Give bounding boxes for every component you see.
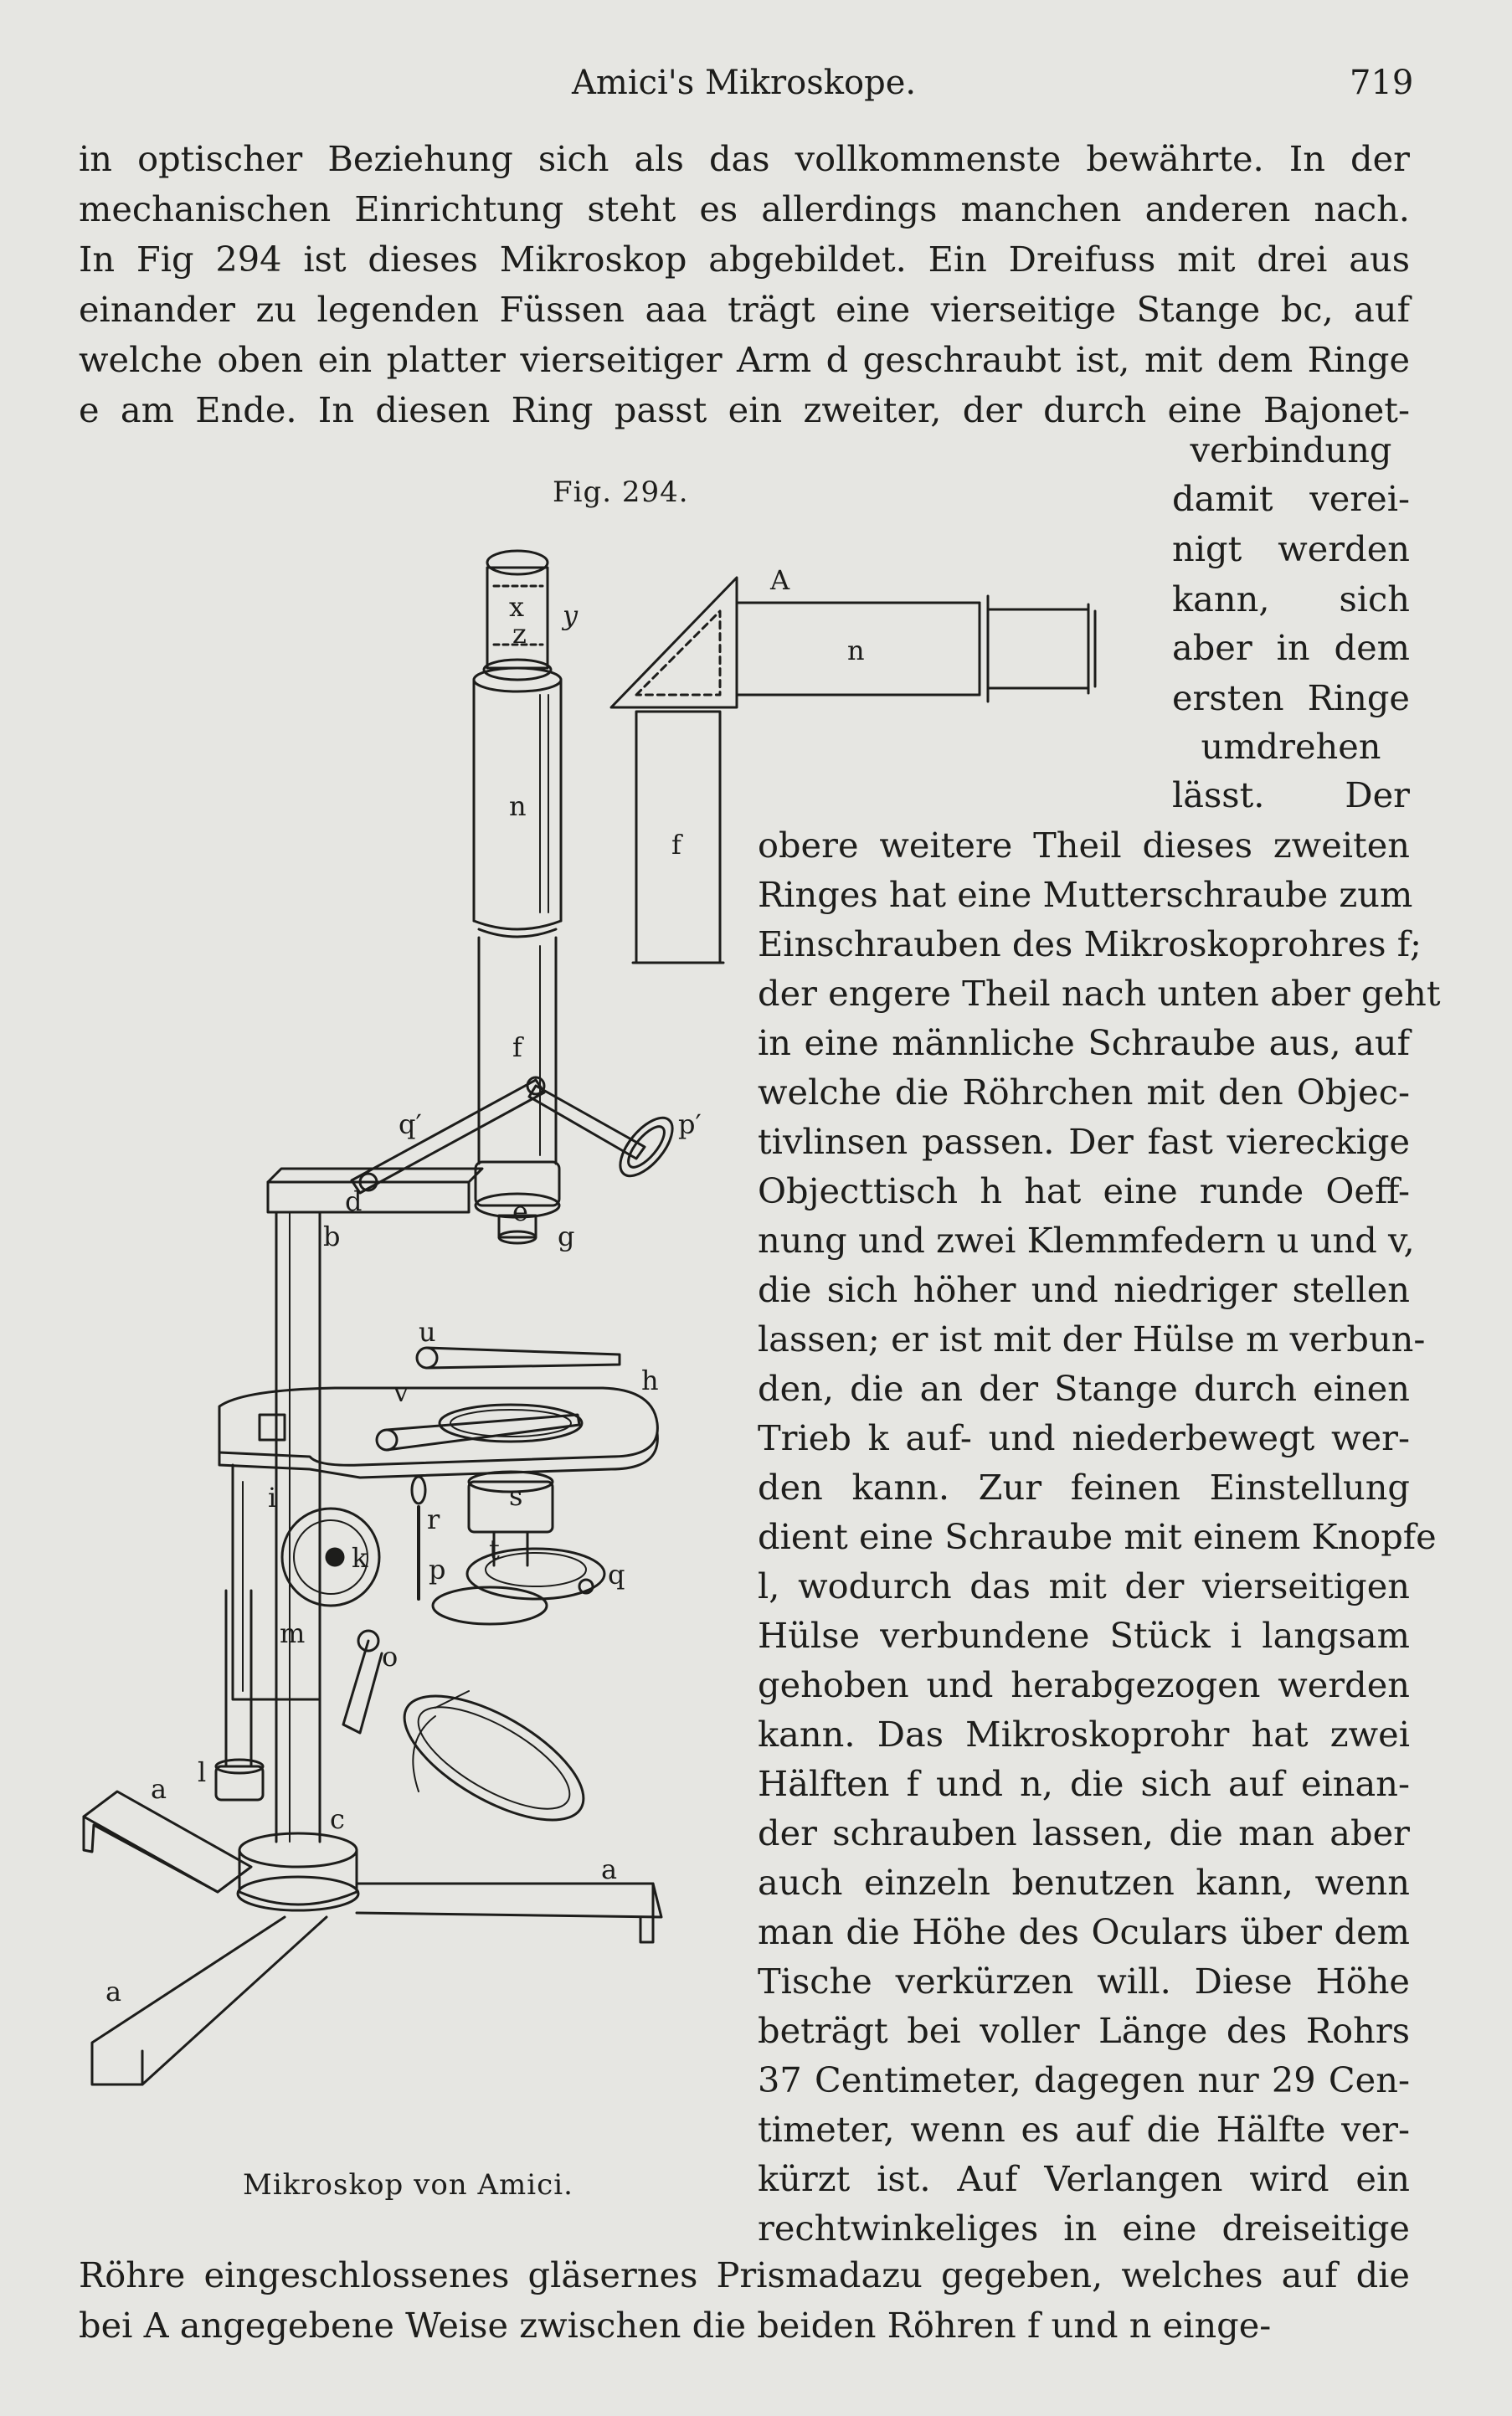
label-e: e — [512, 1195, 528, 1227]
text-line: nigt werden — [1172, 528, 1410, 569]
text-line: kann, sich — [1172, 578, 1410, 619]
text-line: timeter, wenn es auf die Hälfte ver- — [758, 2109, 1410, 2150]
label-n-prism: n — [847, 635, 865, 666]
stage-clips — [377, 1348, 620, 1450]
text-line: lässt. Der — [1172, 774, 1410, 815]
label-n-tube: n — [509, 790, 527, 822]
pillar — [276, 1212, 320, 1842]
text-line: mechanischen Einrichtung steht es allerdings manchen anderen nach. — [79, 188, 1410, 229]
label-g: g — [558, 1221, 575, 1252]
text-line: kann. Das Mikroskoprohr hat zwei — [758, 1714, 1410, 1755]
text-line: e am Ende. In diesen Ring passt ein zweiter, der durch eine Bajonet- — [79, 389, 1410, 430]
text-line: nung und zwei Klemmfedern u und v, — [758, 1220, 1415, 1261]
substage — [412, 1472, 604, 1624]
text-line: Einschrauben des Mikroskoprohres f; — [758, 923, 1422, 964]
label-c: c — [330, 1803, 345, 1835]
label-a-front: a — [105, 1976, 122, 2007]
text-line: lassen; er ist mit der Hülse m verbun- — [758, 1319, 1426, 1360]
text-line: bei A angegebene Weise zwischen die beiden Röhren f und n einge- — [79, 2305, 1272, 2346]
label-q: q — [608, 1559, 625, 1591]
text-line: Trieb k auf- und niederbewegt wer- — [758, 1417, 1410, 1458]
label-m: m — [280, 1617, 306, 1649]
figure-label: Fig. 294. — [553, 475, 689, 509]
label-u: u — [419, 1316, 436, 1348]
text-line: in optischer Beziehung sich als das vollkommenste bewährte. In der — [79, 138, 1410, 179]
label-f-tube: f — [512, 1031, 522, 1063]
text-line: Hülse verbundene Stück i langsam — [758, 1615, 1410, 1656]
text-line: kürzt ist. Auf Verlangen wird ein — [758, 2158, 1410, 2199]
text-line: einander zu legenden Füssen aaa trägt eine vierseitige Stange bc, auf — [79, 289, 1410, 330]
text-line: beträgt bei voller Länge des Rohrs — [758, 2010, 1410, 2051]
label-d: d — [345, 1185, 363, 1217]
label-p: p — [429, 1554, 446, 1586]
label-b: b — [323, 1221, 341, 1252]
label-v: v — [393, 1376, 409, 1408]
running-header-title: Amici's Mikroskope. — [572, 64, 917, 102]
text-line: welche oben ein platter vierseitiger Arm d geschraubt ist, mit dem Ringe — [79, 339, 1410, 380]
text-line: den, die an der Stange durch einen — [758, 1368, 1410, 1409]
label-h: h — [641, 1365, 659, 1396]
label-l: l — [198, 1756, 207, 1788]
label-f-side: f — [671, 829, 681, 861]
text-line: aber in dem — [1172, 627, 1410, 668]
label-z: z — [512, 618, 527, 650]
label-o: o — [382, 1641, 399, 1673]
label-y: y — [563, 599, 579, 631]
label-a-right: a — [601, 1853, 618, 1885]
text-line: Ringes hat eine Mutterschraube zum — [758, 874, 1413, 915]
text-line: obere weitere Theil dieses zweiten — [758, 825, 1410, 866]
text-line: Röhre eingeschlossenes gläsernes Prismadazu gegeben, welches auf die — [79, 2254, 1410, 2295]
text-line: in eine männliche Schraube aus, auf — [758, 1022, 1410, 1063]
text-line: umdrehen — [1201, 726, 1381, 767]
label-r: r — [427, 1504, 440, 1535]
label-k: k — [352, 1542, 368, 1574]
text-line: Objecttisch h hat eine runde Oeff- — [758, 1170, 1410, 1211]
text-line: Hälften f und n, die sich auf einan- — [758, 1763, 1410, 1804]
stage — [219, 1388, 657, 1478]
text-line: welche die Röhrchen mit den Objec- — [758, 1072, 1410, 1113]
label-q-prime: q′ — [399, 1108, 422, 1140]
label-i: i — [268, 1482, 277, 1514]
text-line: l, wodurch das mit der vierseitigen — [758, 1565, 1410, 1606]
text-line: 37 Centimeter, dagegen nur 29 Cen- — [758, 2059, 1410, 2100]
label-A: A — [770, 564, 790, 596]
label-x: x — [509, 591, 525, 623]
text-line: damit verei- — [1172, 478, 1410, 519]
text-line: gehoben und herabgezogen werden — [758, 1664, 1410, 1705]
text-line: auch einzeln benutzen kann, wenn — [758, 1862, 1410, 1903]
text-line: rechtwinkeliges in eine dreiseitige — [758, 2208, 1410, 2249]
text-line: dient eine Schraube mit einem Knopfe — [758, 1516, 1437, 1557]
tripod-base — [84, 1791, 661, 2084]
text-line: verbindung — [1190, 429, 1392, 470]
text-line: die sich höher und niedriger stellen — [758, 1269, 1410, 1310]
text-line: der engere Theil nach unten aber geht — [758, 973, 1441, 1014]
text-line: den kann. Zur feinen Einstellung — [758, 1467, 1410, 1508]
label-p-prime: p′ — [678, 1108, 702, 1140]
text-line: In Fig 294 ist dieses Mikroskop abgebildet. Ein Dreifuss mit drei aus — [79, 239, 1410, 280]
text-line: tivlinsen passen. Der fast viereckige — [758, 1121, 1410, 1162]
page-number: 719 — [1350, 64, 1414, 102]
label-a-left: a — [151, 1773, 167, 1805]
figure-caption: Mikroskop von Amici. — [243, 2168, 573, 2202]
text-line: man die Höhe des Oculars über dem — [758, 1911, 1410, 1952]
text-line: ersten Ringe — [1172, 677, 1410, 718]
label-s: s — [509, 1480, 523, 1512]
text-line: der schrauben lassen, die man aber — [758, 1812, 1410, 1853]
label-t: t — [489, 1534, 500, 1565]
text-line: Tische verkürzen will. Diese Höhe — [758, 1961, 1410, 2002]
